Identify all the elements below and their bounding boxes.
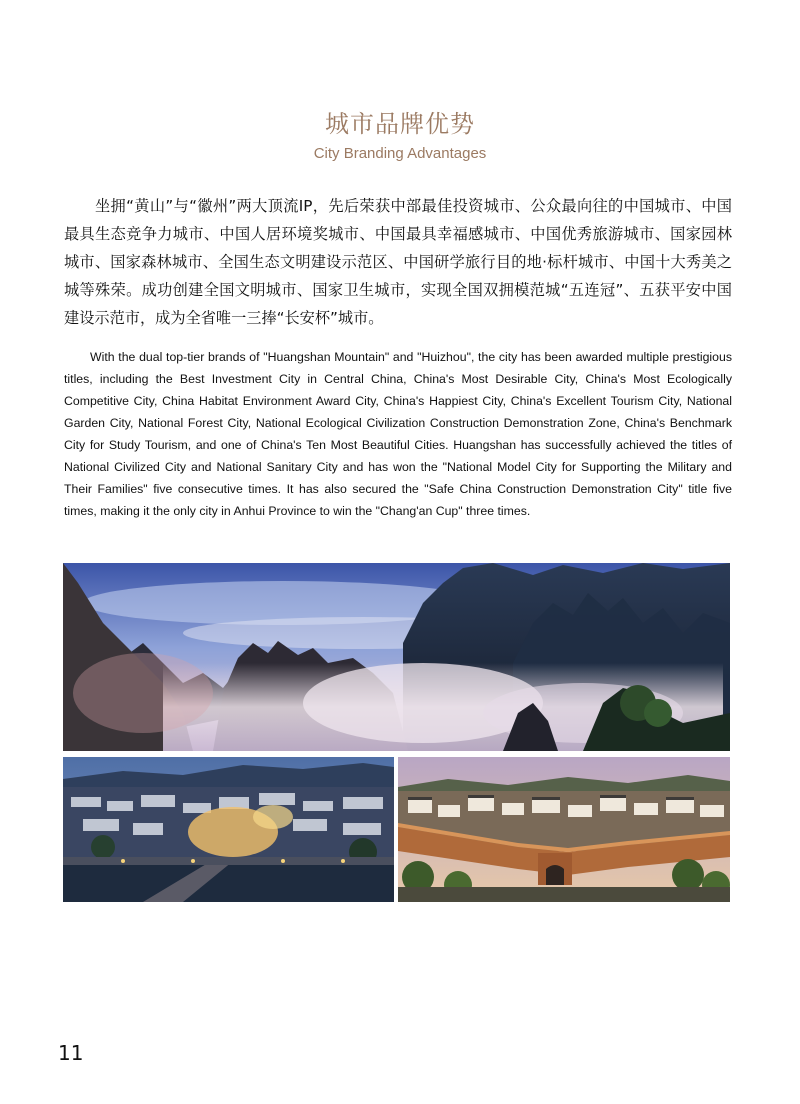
photo-ancient-town (398, 757, 730, 902)
photo-huangshan-mountains (63, 563, 730, 751)
page-number: 11 (58, 1041, 84, 1065)
page-title-en: City Branding Advantages (313, 145, 487, 162)
paragraph-english: With the dual top-tier brands of "Huangshan Mountain" and "Huizhou", the city has been awarded multiple prestigious titles, including the Best Investment City in Central China, China's Most Desirable City, China's Most Ecologically Competitive City, China Habitat Environment Award City, China's Happiest City, China's Excellent Tourism City, National Garden City, National Forest City, National Ecological Civilization Construction Demonstration Zone, China's Benchmark City for Study Tourism, and one of China's Ten Most Beautiful Cities. Huangshan has successfully achieved the titles of National Civilized City and National Sanitary City and has won the "National Model City for Supporting the Military and Their Families" five consecutive times. It has also secured the "Safe China Construction Demonstration City" title five times, making it the only city in Anhui Province to win the "Chang'an Cup" three times. (64, 350, 732, 518)
page-title-cn: 城市品牌优势 (325, 110, 475, 138)
paragraph-chinese: 坐拥“黄山”与“徽州”两大顶流IP，先后荣获中部最佳投资城市、公众最向往的中国城市、中国最具生态竞争力城市、中国人居环境奖城市、中国最具幸福感城市、中国优秀旅游城市、国家园林城市、国家森林城市、全国生态文明建设示范区、中国研学旅行目的地·标杆城市、中国十大秀美之城等殊荣。成功创建全国文明城市、国家卫生城市，实现全国双拥模范城“五连冠”、五获平安中国建设示范市，成为全省唯一三捧“长安杯”城市。 (64, 197, 732, 327)
photo-night-town (63, 757, 394, 902)
